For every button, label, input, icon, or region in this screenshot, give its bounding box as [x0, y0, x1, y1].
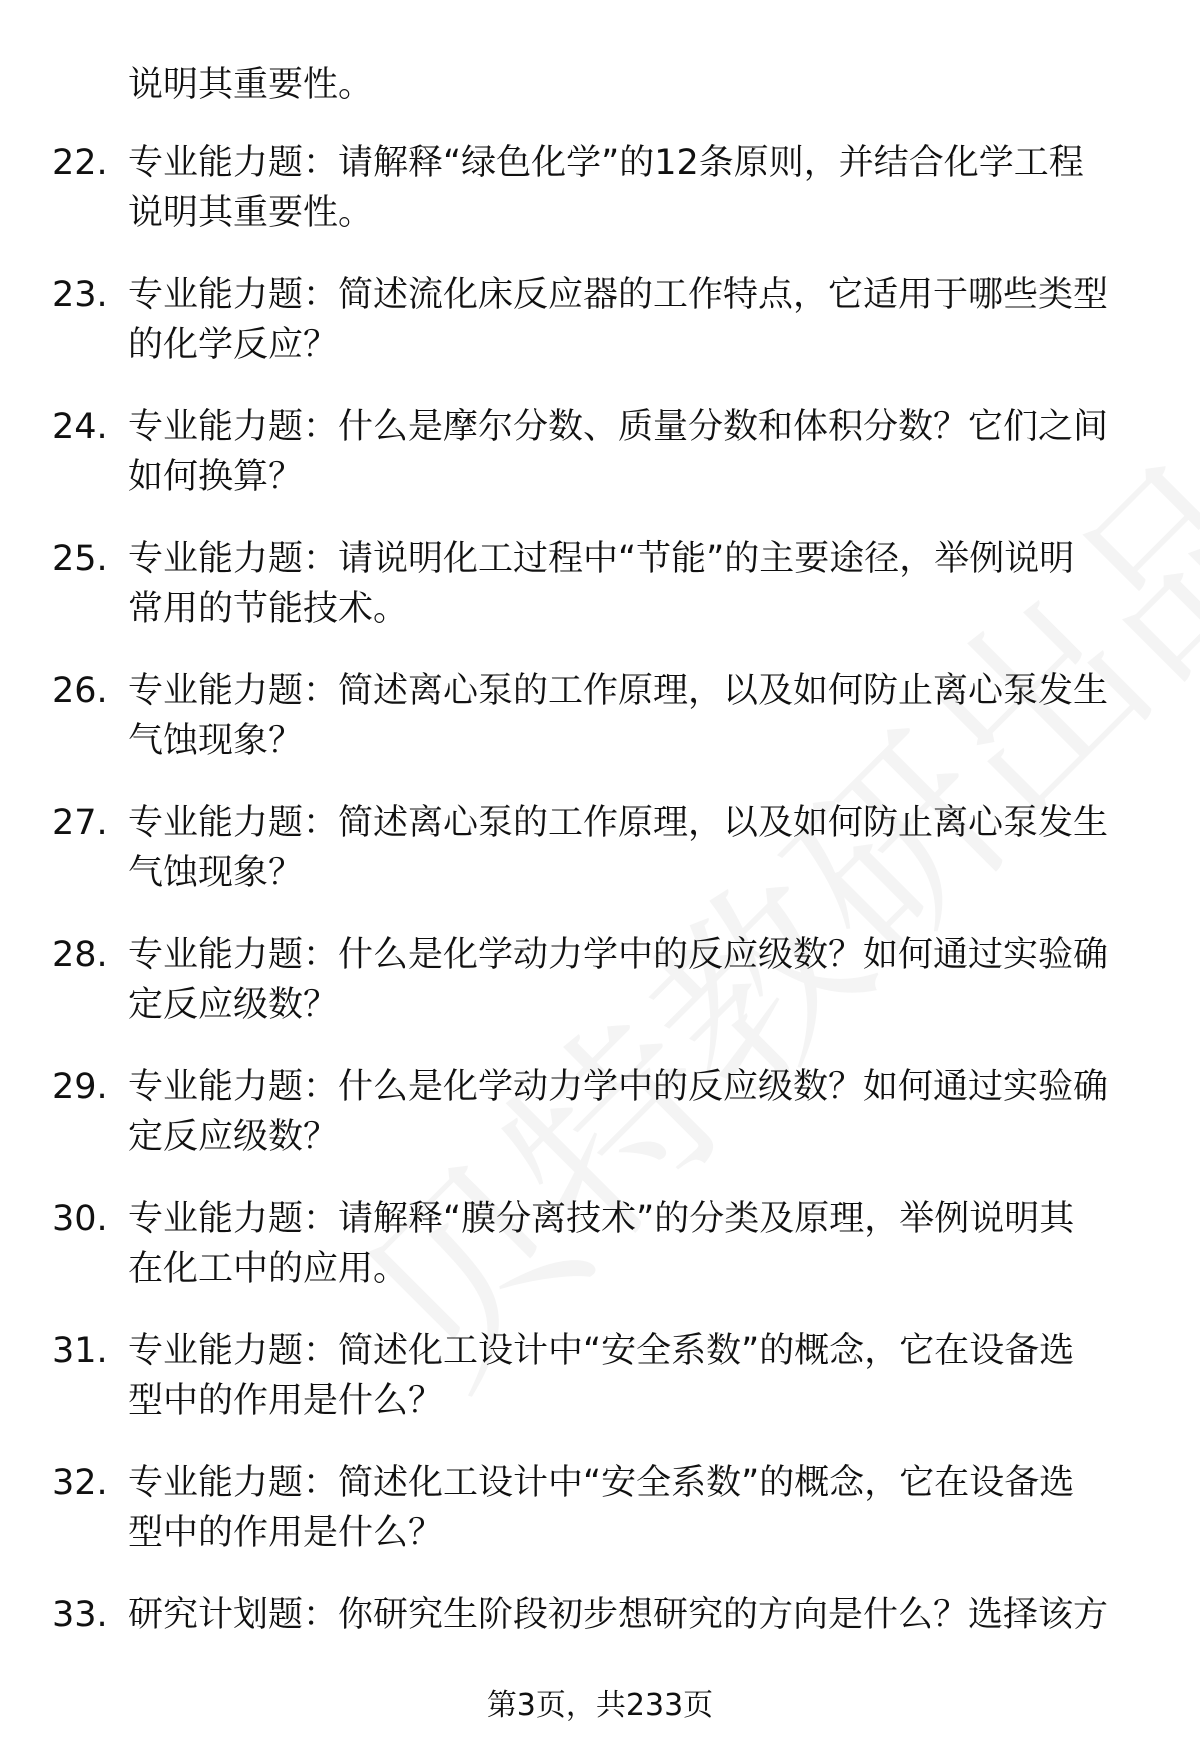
question-line: 专业能力题：什么是化学动力学中的反应级数？如何通过实验确 — [128, 935, 1109, 975]
question-line: 说明其重要性。 — [128, 193, 374, 233]
question-line: 专业能力题：请说明化工过程中“节能”的主要途径，举例说明 — [128, 539, 1075, 579]
continued-text: 说明其重要性。 — [128, 65, 374, 105]
question-number: 27. — [52, 803, 108, 843]
question-line: 型中的作用是什么？ — [128, 1513, 444, 1553]
question-line: 专业能力题：请解释“绿色化学”的12条原则，并结合化学工程 — [128, 143, 1084, 183]
question-item — [0, 930, 1200, 1062]
question-number: 32. — [52, 1463, 108, 1503]
question-line: 常用的节能技术。 — [128, 589, 409, 629]
question-line: 专业能力题：简述化工设计中“安全系数”的概念，它在设备选 — [128, 1463, 1075, 1503]
question-line: 定反应级数？ — [128, 1117, 339, 1157]
question-line: 如何换算？ — [128, 457, 304, 497]
question-item — [0, 798, 1200, 930]
page-footer: 第3页，共233页 — [486, 1688, 714, 1723]
question-text — [128, 798, 1143, 898]
question-text — [128, 1458, 1143, 1558]
question-line: 型中的作用是什么？ — [128, 1381, 444, 1421]
question-line: 专业能力题：简述离心泵的工作原理，以及如何防止离心泵发生 — [128, 671, 1109, 711]
question-number: 30. — [52, 1199, 108, 1239]
question-number: 33. — [52, 1595, 108, 1635]
question-text — [128, 930, 1143, 1030]
question-item — [0, 1326, 1200, 1458]
question-line: 专业能力题：什么是化学动力学中的反应级数？如何通过实验确 — [128, 1067, 1109, 1107]
question-line: 专业能力题：简述离心泵的工作原理，以及如何防止离心泵发生 — [128, 803, 1109, 843]
question-number: 31. — [52, 1331, 108, 1371]
question-item — [0, 666, 1200, 798]
question-text — [128, 402, 1143, 502]
question-text — [128, 270, 1143, 370]
question-line: 气蚀现象？ — [128, 721, 304, 761]
question-line: 专业能力题：什么是摩尔分数、质量分数和体积分数？它们之间 — [128, 407, 1109, 447]
question-item — [0, 270, 1200, 402]
question-line: 的化学反应？ — [128, 325, 339, 365]
question-text — [128, 1194, 1143, 1294]
question-item — [0, 1062, 1200, 1194]
question-text — [128, 666, 1143, 766]
question-number: 24. — [52, 407, 108, 447]
question-number: 25. — [52, 539, 108, 579]
question-line: 专业能力题：简述化工设计中“安全系数”的概念，它在设备选 — [128, 1331, 1075, 1371]
question-item — [0, 138, 1200, 270]
question-line: 专业能力题：请解释“膜分离技术”的分类及原理，举例说明其 — [128, 1199, 1075, 1239]
question-number: 23. — [52, 275, 108, 315]
question-line: 在化工中的应用。 — [128, 1249, 409, 1289]
question-text — [128, 1062, 1143, 1162]
question-line: 气蚀现象？ — [128, 853, 304, 893]
question-text — [128, 534, 1143, 634]
question-text — [128, 138, 1143, 238]
question-item — [0, 534, 1200, 666]
question-line: 定反应级数？ — [128, 985, 339, 1025]
question-number: 28. — [52, 935, 108, 975]
question-list — [0, 138, 1200, 1650]
question-text — [128, 1590, 1143, 1640]
question-line: 专业能力题：简述流化床反应器的工作特点，它适用于哪些类型 — [128, 275, 1109, 315]
question-text — [128, 1326, 1143, 1426]
question-item — [0, 1194, 1200, 1326]
question-line: 研究计划题：你研究生阶段初步想研究的方向是什么？选择该方 — [128, 1595, 1109, 1635]
question-item — [0, 402, 1200, 534]
question-item — [0, 1590, 1200, 1650]
question-number: 29. — [52, 1067, 108, 1107]
question-number: 22. — [52, 143, 108, 183]
question-item — [0, 1458, 1200, 1590]
question-number: 26. — [52, 671, 108, 711]
